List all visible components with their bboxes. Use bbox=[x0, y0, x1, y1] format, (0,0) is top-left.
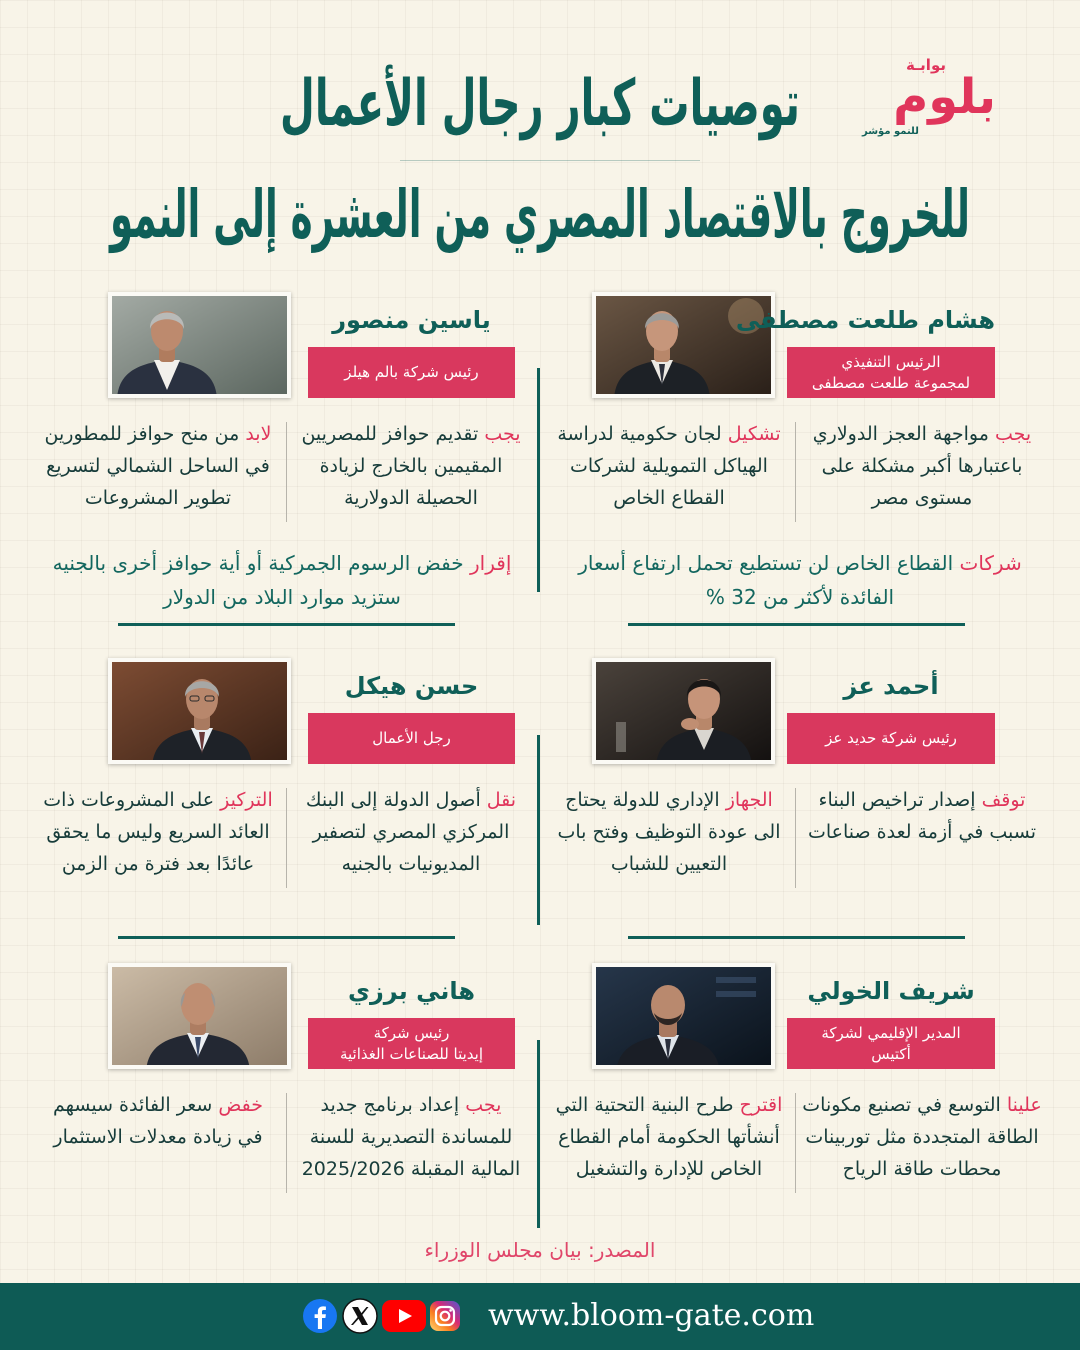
recommendation-2 bbox=[550, 1089, 788, 1185]
title-underline bbox=[400, 160, 700, 161]
role-line: أكتيس bbox=[871, 1044, 911, 1063]
recommendation-text: الإداري للدولة يحتاج الى عودة التوظيف وفتح باب التعيين للشباب bbox=[557, 789, 781, 875]
logo-brand-text: بلوم bbox=[893, 69, 996, 125]
statement-highlight: شركات bbox=[959, 551, 1022, 575]
footer-bar bbox=[0, 1283, 1080, 1350]
photo-sherif-el-kholy bbox=[592, 963, 775, 1069]
column-divider bbox=[795, 788, 796, 888]
role-line: إيديتا للصناعات الغذائية bbox=[339, 1044, 484, 1063]
x-icon bbox=[342, 1298, 378, 1334]
photo-yassin-mansour bbox=[108, 292, 291, 398]
recommendation-text: أصول الدولة إلى البنك المركزي المصري لتصفير المديونيات بالجنيه bbox=[305, 789, 510, 875]
recommendation-text: سعر الفائدة سيسهم في زيادة معدلات الاستثمار bbox=[52, 1094, 263, 1148]
recommendation-1 bbox=[802, 418, 1042, 514]
role-line: رئيس شركة حديد عز bbox=[825, 729, 957, 747]
recommendation-highlight: توقف bbox=[981, 789, 1026, 811]
recommendation-1 bbox=[296, 1089, 526, 1185]
recommendation-highlight: يجب bbox=[994, 423, 1032, 445]
center-divider bbox=[537, 735, 540, 925]
recommendation-highlight: علينا bbox=[1006, 1094, 1042, 1116]
person-name: شريف الخولي bbox=[807, 977, 975, 1005]
photo-hassan-heikal bbox=[108, 658, 291, 764]
recommendation-text: إصدار تراخيص البناء تسبب في أزمة لعدة صناعات bbox=[807, 789, 1037, 843]
page-title-line-1: توصيات كبار رجال الأعمال bbox=[280, 67, 800, 141]
person-name: هاني برزي bbox=[347, 977, 476, 1005]
center-divider bbox=[537, 1040, 540, 1228]
column-divider bbox=[286, 788, 287, 888]
recommendation-text: لجان حكومية لدراسة الهياكل التمويلية لشركات القطاع الخاص bbox=[557, 423, 768, 509]
recommendation-2 bbox=[40, 418, 276, 514]
person-name: أحمد عز bbox=[843, 672, 939, 700]
recommendation-highlight: يجب bbox=[465, 1094, 502, 1116]
recommendation-highlight: اقترح bbox=[739, 1094, 783, 1116]
instagram-icon bbox=[430, 1301, 460, 1331]
recommendation-text: على المشروعات ذات العائد السريع وليس ما يحقق عائدًا بعد فترة من الزمن bbox=[43, 789, 270, 875]
logo-tagline: للنمو مؤشر bbox=[862, 126, 919, 137]
recommendation-2 bbox=[40, 784, 276, 880]
recommendation-highlight: خفض bbox=[218, 1094, 264, 1116]
role-line: المدير الإقليمي لشركة bbox=[821, 1023, 961, 1042]
key-statement bbox=[556, 546, 1044, 614]
role-line: الرئيس التنفيذي bbox=[841, 352, 941, 371]
section-separator bbox=[118, 936, 455, 939]
recommendation-2 bbox=[550, 784, 788, 880]
recommendation-text: إعداد برنامج جديد للمساندة التصديرية للسنة المالية المقبلة 2025/2026 bbox=[301, 1094, 521, 1180]
person-name: ياسين منصور bbox=[332, 306, 491, 334]
section-separator bbox=[628, 623, 965, 626]
recommendation-2 bbox=[550, 418, 788, 514]
page-title-line-2: للخروج بالاقتصاد المصري من العشرة إلى النمو bbox=[110, 176, 970, 253]
role-line: رئيس شركة bbox=[373, 1023, 450, 1042]
photo-ahmed-ezz bbox=[592, 658, 775, 764]
role-badge bbox=[308, 347, 515, 398]
role-badge bbox=[787, 347, 995, 398]
bloom-logo bbox=[852, 48, 1002, 144]
recommendation-highlight: الجهاز bbox=[725, 789, 773, 811]
statement-highlight: إقرار bbox=[470, 551, 512, 575]
center-divider bbox=[537, 368, 540, 592]
column-divider bbox=[795, 422, 796, 522]
role-badge bbox=[308, 713, 515, 764]
facebook-icon bbox=[303, 1299, 337, 1333]
logo-gate-text: بوابـة bbox=[905, 56, 946, 74]
statement-text: خفض الرسوم الجمركية أو أية حوافز أخرى بالجنيه ستزيد موارد البلاد من الدولار bbox=[52, 551, 464, 609]
role-line: لمجموعة طلعت مصطفى bbox=[811, 373, 971, 392]
recommendation-highlight: تشكيل bbox=[727, 423, 781, 445]
role-badge bbox=[787, 713, 995, 764]
recommendation-1 bbox=[296, 418, 526, 514]
recommendation-highlight: نقل bbox=[486, 789, 517, 811]
recommendation-text: من منح حوافز للمطورين في الساحل الشمالي لتسريع تطوير المشروعات bbox=[44, 423, 270, 509]
person-name: حسن هيكل bbox=[344, 672, 479, 700]
recommendation-text: تقديم حوافز للمصريين المقيمين بالخارج لزيادة الحصيلة الدولارية bbox=[301, 423, 503, 509]
recommendation-1 bbox=[296, 784, 526, 880]
role-badge bbox=[308, 1018, 515, 1069]
recommendation-text: طرح البنية التحتية التي أنشأتها الحكومة أمام القطاع الخاص للإدارة والتشغيل bbox=[555, 1094, 780, 1180]
section-separator bbox=[118, 623, 455, 626]
recommendation-highlight: التركيز bbox=[220, 789, 273, 811]
recommendation-text: التوسع في تصنيع مكونات الطاقة المتجددة مثل توربينات محطات طاقة الرياح bbox=[802, 1094, 1039, 1180]
recommendation-text: مواجهة العجز الدولاري باعتبارها أكبر مشكلة على مستوى مصر bbox=[812, 423, 1023, 509]
youtube-icon bbox=[382, 1300, 426, 1332]
role-badge bbox=[787, 1018, 995, 1069]
recommendation-1 bbox=[802, 784, 1042, 848]
statement-text: القطاع الخاص لن تستطيع تحمل ارتفاع أسعار الفائدة لأكثر من 32 % bbox=[578, 551, 954, 609]
key-statement bbox=[34, 546, 530, 614]
person-name: هشام طلعت مصطفى bbox=[735, 306, 995, 334]
role-line: رجل الأعمال bbox=[372, 729, 451, 747]
column-divider bbox=[795, 1093, 796, 1193]
column-divider bbox=[286, 1093, 287, 1193]
source-note: المصدر: بيان مجلس الوزراء bbox=[424, 1238, 656, 1262]
photo-hany-berzi bbox=[108, 963, 291, 1069]
recommendation-1 bbox=[802, 1089, 1042, 1185]
recommendation-highlight: لابد bbox=[245, 423, 272, 445]
section-separator bbox=[628, 936, 965, 939]
recommendation-highlight: يجب bbox=[484, 423, 521, 445]
role-line: رئيس شركة بالم هيلز bbox=[344, 363, 479, 381]
website-url: www.bloom-gate.com bbox=[488, 1298, 815, 1333]
recommendation-2 bbox=[40, 1089, 276, 1153]
column-divider bbox=[286, 422, 287, 522]
